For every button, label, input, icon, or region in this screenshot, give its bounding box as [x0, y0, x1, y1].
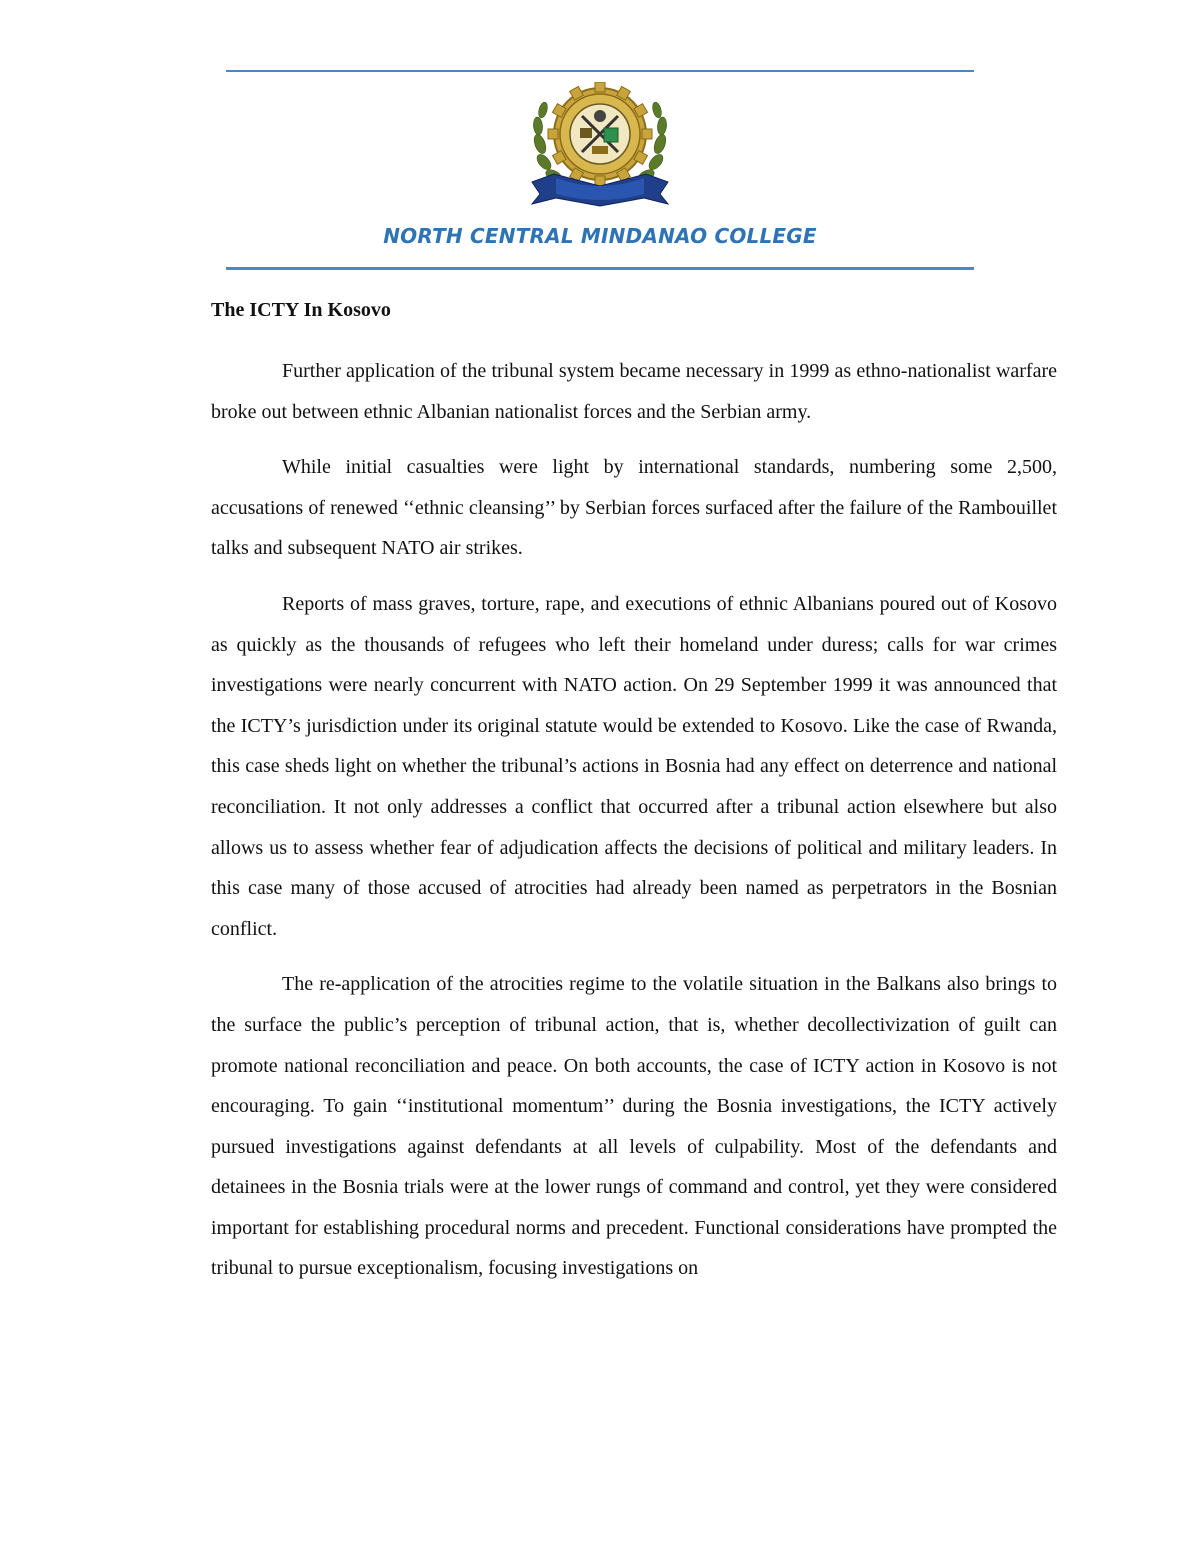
- college-seal-icon: [526, 82, 674, 208]
- paragraph: Further application of the tribunal system became necessary in 1999 as ethno-nationalist warfare broke out between ethnic Albanian nationalist forces and the Serbian army.: [211, 360, 1057, 423]
- letterhead: [0, 0, 1200, 275]
- paragraph: The re-application of the atrocities regime to the volatile situation in the Balkans also brings to the surface the public’s perception of tribunal action, that is, whether decollectivization of guilt can promote national reconciliation and peace. On both accounts, the case of ICTY action in Kosovo is not encouraging. To gain ‘‘institutional momentum’’ during the Bosnia investigations, the ICTY actively pursued investigations against defendants at all levels of culpability. Most of the defendants and detainees in the Bosnia trials were at the lower rungs of command and control, yet they were considered important for establishing procedural norms and precedent. Functional considerations have prompted the tribunal to pursue exceptionalism, focusing investigations on: [211, 973, 1057, 1280]
- document-title: The ICTY In Kosovo: [211, 299, 391, 321]
- document-body: [211, 293, 1057, 1304]
- header-top-rule: [226, 70, 974, 72]
- college-name: NORTH CENTRAL MINDANAO COLLEGE: [383, 224, 817, 248]
- paragraph: While initial casualties were light by international standards, numbering some 2,500, accusations of renewed ‘‘ethnic cleansing’’ by Serbian forces surfaced after the failure of the Rambouillet talks and subsequent NATO air strikes.: [211, 456, 1057, 560]
- header-bottom-rule: [226, 267, 974, 270]
- paragraph: Reports of mass graves, torture, rape, and executions of ethnic Albanians poured out of Kosovo as quickly as the thousands of refugees who left their homeland under duress; calls for war crimes investigations were nearly concurrent with NATO action. On 29 September 1999 it was announced that the ICTY’s jurisdiction under its original statute would be extended to Kosovo. Like the case of Rwanda, this case sheds light on whether the tribunal’s actions in Bosnia had any effect on deterrence and national reconciliation. It not only addresses a conflict that occurred after a tribunal action elsewhere but also allows us to assess whether fear of adjudication affects the decisions of political and military leaders. In this case many of those accused of atrocities had already been named as perpetrators in the Bosnian conflict.: [211, 592, 1057, 940]
